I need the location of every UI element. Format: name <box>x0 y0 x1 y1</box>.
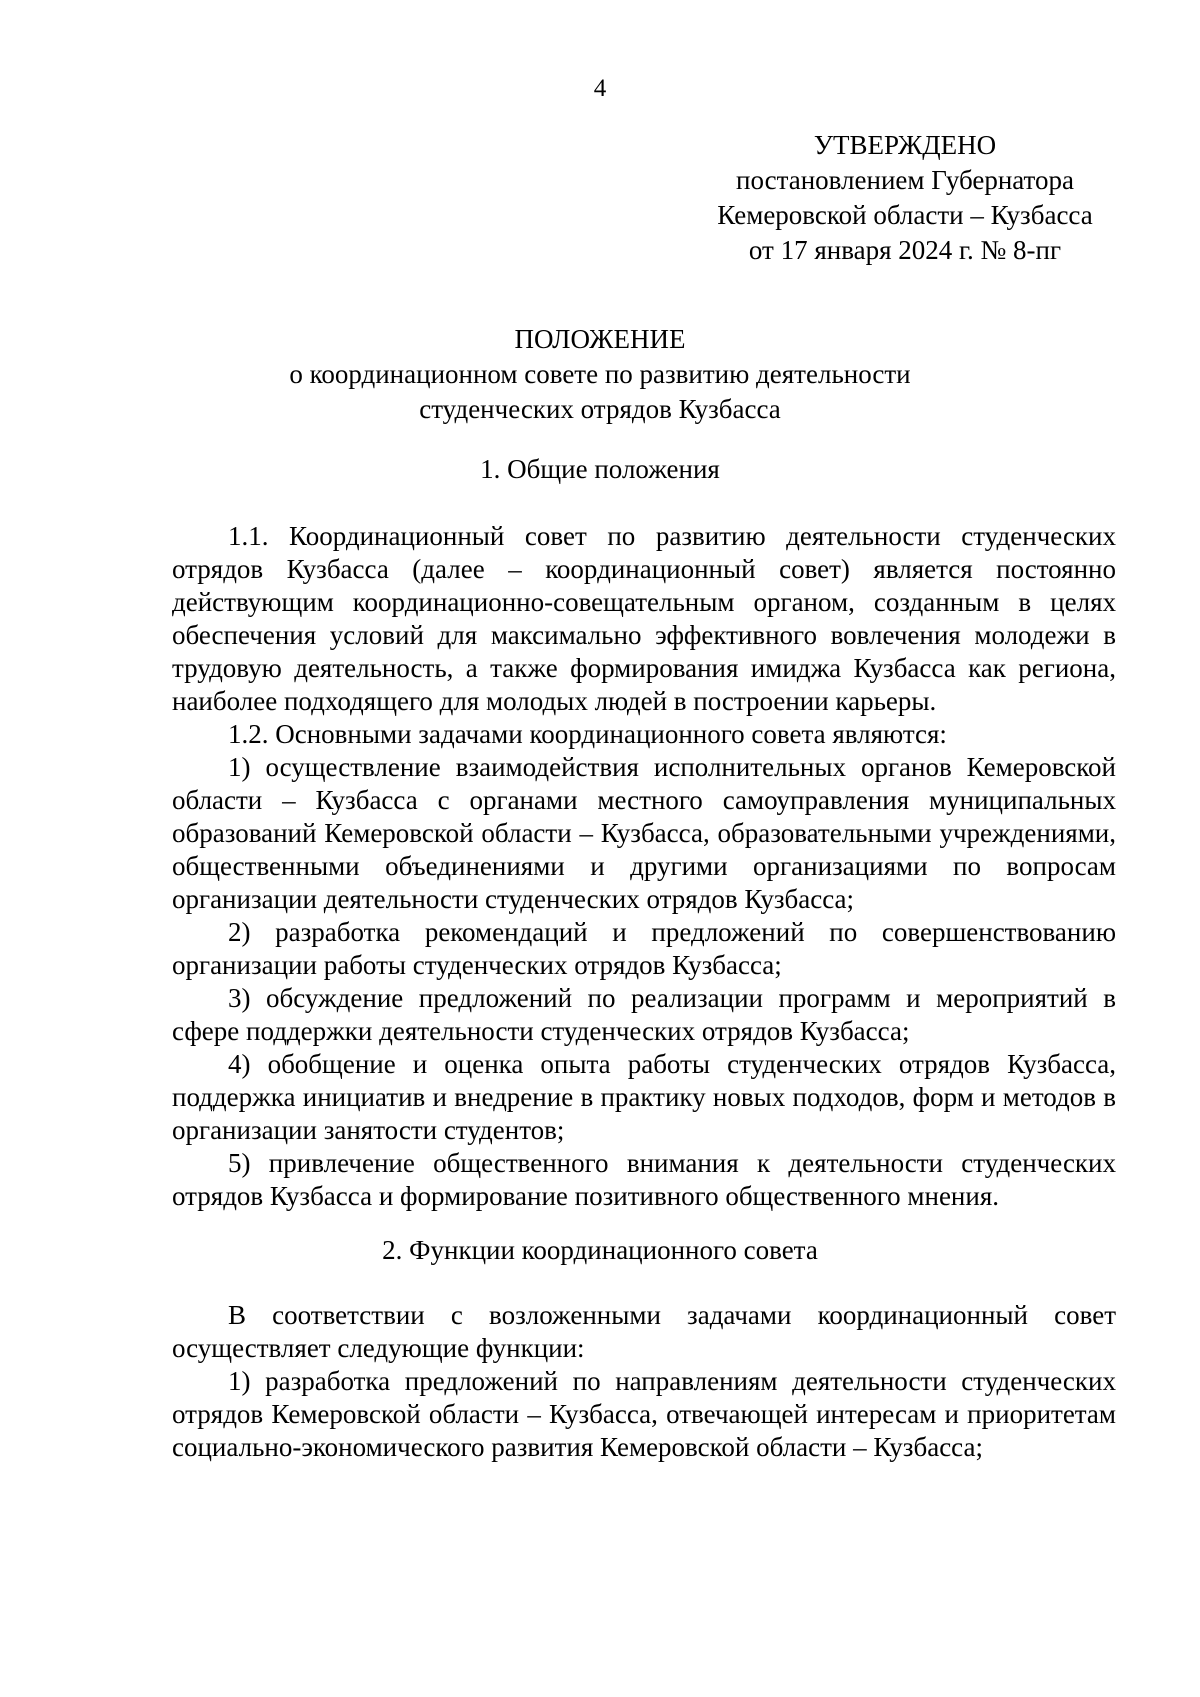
paragraph-task-5: 5) привлечение общественного внимания к деятельности студенческих отрядов Кузбасса и формирование позитивного общественного мнения. <box>172 1148 1116 1211</box>
approval-decree: постановлением Губернатора <box>736 165 1074 195</box>
page-number: 4 <box>593 75 607 102</box>
paragraph-task-1: 1) осуществление взаимодействия исполнительных органов Кемеровской области – Кузбасса с органами местного самоуправления муниципальных образований Кемеровской области – Кузбасса, образовательными учреждениями, общественными объединениями и другими организациями по вопросам организации деятельности студенческих отрядов Кузбасса; <box>172 752 1116 914</box>
paragraph-task-4: 4) обобщение и оценка опыта работы студенческих отрядов Кузбасса, поддержка инициатив и внедрение в практику новых подходов, форм и методов в организации занятости студентов; <box>172 1049 1116 1145</box>
paragraph-functions-intro: В соответствии с возложенными задачами координационный совет осуществляет следующие функции: <box>172 1300 1116 1363</box>
section-2-body <box>172 1299 1116 1464</box>
paragraph-1-1: 1.1. Координационный совет по развитию деятельности студенческих отрядов Кузбасса (далее – координационный совет) является постоянно действующим координационно-совещательным органом, созданным в целях обеспечения условий для максимально эффективного вовлечения молодежи в трудовую деятельность, а также формирования имиджа Кузбасса как региона, наиболее подходящего для молодых людей в построении карьеры. <box>172 521 1116 716</box>
approval-stamp-block <box>690 128 1120 268</box>
section-2-heading: 2. Функции координационного совета <box>382 1235 818 1265</box>
document-subtitle-line-2: студенческих отрядов Кузбасса <box>419 394 781 424</box>
document-title: ПОЛОЖЕНИЕ <box>514 324 686 354</box>
approval-date-number: от 17 января 2024 г. № 8-пг <box>748 235 1062 265</box>
paragraph-task-3: 3) обсуждение предложений по реализации программ и мероприятий в сфере поддержки деятельности студенческих отрядов Кузбасса; <box>172 983 1116 1046</box>
section-1-body <box>172 520 1116 1213</box>
paragraph-function-1: 1) разработка предложений по направлениям деятельности студенческих отрядов Кемеровской области – Кузбасса, отвечающей интересам и приоритетам социально-экономического развития Кемеровской области – Кузбасса; <box>172 1366 1116 1462</box>
approval-region: Кемеровской области – Кузбасса <box>717 200 1093 230</box>
paragraph-task-2: 2) разработка рекомендаций и предложений по совершенствованию организации работы студенческих отрядов Кузбасса; <box>172 917 1116 980</box>
document-subtitle-line-1: о координационном совете по развитию деятельности <box>289 359 911 389</box>
approval-title: УТВЕРЖДЕНО <box>813 130 997 160</box>
section-1-heading: 1. Общие положения <box>480 454 720 484</box>
paragraph-1-2: 1.2. Основными задачами координационного совета являются: <box>228 719 947 749</box>
document-title-block <box>150 322 1050 427</box>
